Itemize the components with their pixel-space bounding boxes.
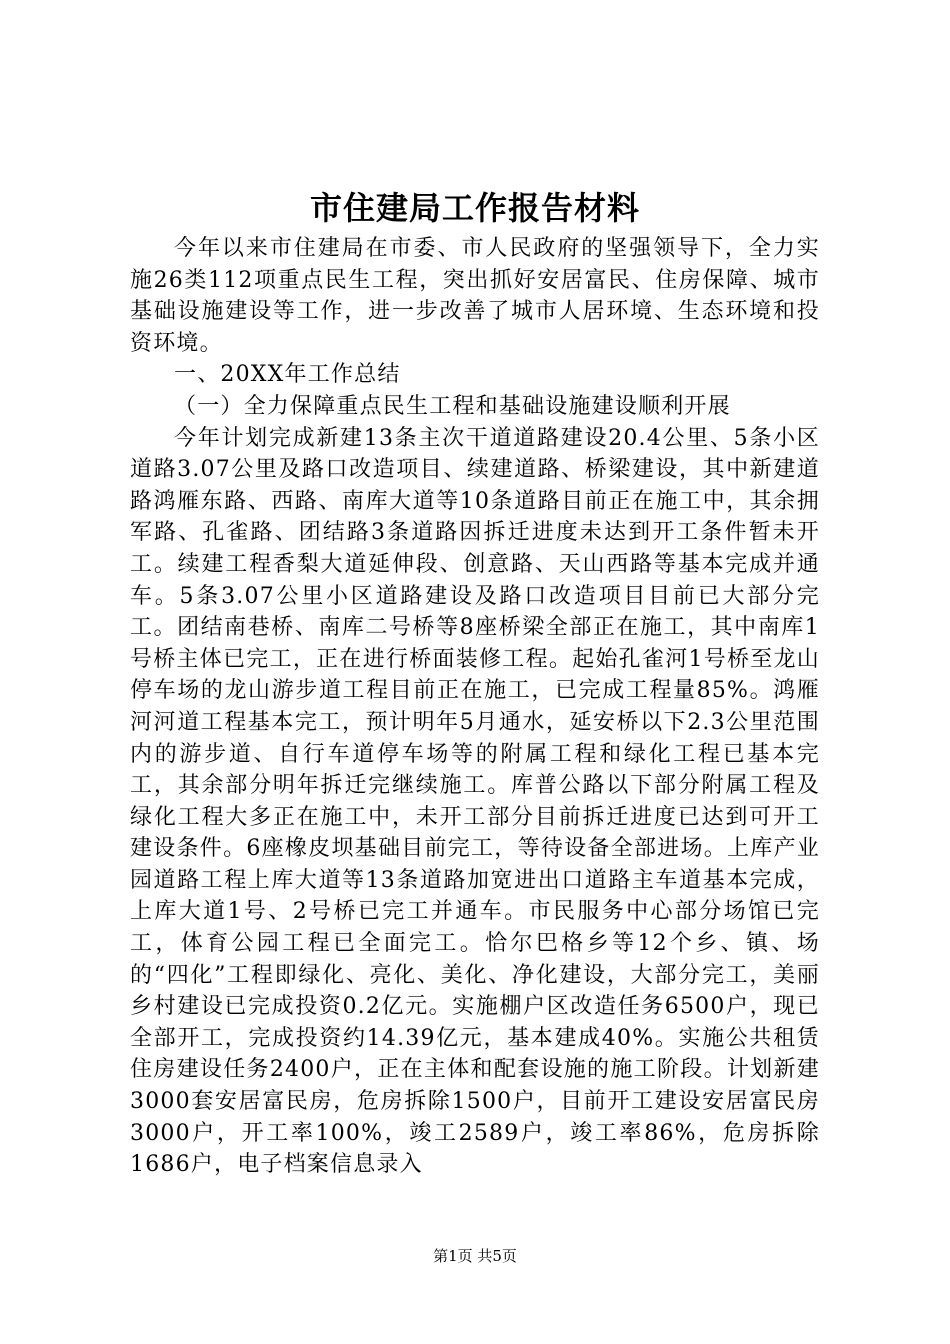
document-body xyxy=(130,233,820,1181)
paragraph-intro: 今年以来市住建局在市委、市人民政府的坚强领导下，全力实施26类112项重点民生工程，突出抓好安居富民、住房保障、城市基础设施建设等工作，进一步改善了城市人居环境、生态环境和投资环境。 xyxy=(130,236,820,356)
document-title: 市住建局工作报告材料 xyxy=(309,189,640,227)
subsection-heading: （一）全力保障重点民生工程和基础设施建设顺利开展 xyxy=(174,393,731,419)
paragraph-details: 今年计划完成新建13条主次干道道路建设20.4公里、5条小区道路3.07公里及路口改造项目、续建道路、桥梁建设，其中新建道路鸿雁东路、西路、南库大道等10条道路目前正在施工中，其余拥军路、孔雀路、团结路3条道路因拆迁进度未达到开工条件暂未开工。续建工程香梨大道延伸段、创意路、天山西路等基本完成并通车。5条3.07公里小区道路建设及路口改造项目目前已大部分完工。团结南巷桥、南库二号桥等8座桥梁全部正在施工，其中南库1号桥主体已完工，正在进行桥面装修工程。起始孔雀河1号桥至龙山停车场的龙山游步道工程目前正在施工，已完成工程量85%。鸿雁河河道工程基本完工，预计明年5月通水，延安桥以下2.3公里范围内的游步道、自行车道停车场等的附属工程和绿化工程已基本完工，其余部分明年拆迁完继续施工。库普公路以下部分附属工程及绿化工程大多正在施工中，未开工部分目前拆迁进度已达到可开工建设条件。6座橡皮坝基础目前完工，等待设备全部进场。上库产业园道路工程上库大道等13条道路加宽进出口道路主车道基本完成，上库大道1号、2号桥已完工并通车。市民服务中心部分场馆已完工，体育公园工程已全面完工。恰尔巴格乡等12个乡、镇、场的“四化”工程即绿化、亮化、美化、净化建设，大部分完工，美丽乡村建设已完成投资0.2亿元。实施棚户区改造任务6500户，现已全部开工，完成投资约14.39亿元，基本建成40%。实施公共租赁住房建设任务2400户，正在主体和配套设施的施工阶段。计划新建3000套安居富民房，危房拆除1500户，目前开工建设安居富民房3000户，开工率100%，竣工2589户，竣工率86%，危房拆除1686户，电子档案信息录入 xyxy=(130,425,820,1178)
section-heading: 一、20XX年工作总结 xyxy=(174,362,401,388)
page-footer: 第1页 共5页 xyxy=(433,1247,517,1265)
